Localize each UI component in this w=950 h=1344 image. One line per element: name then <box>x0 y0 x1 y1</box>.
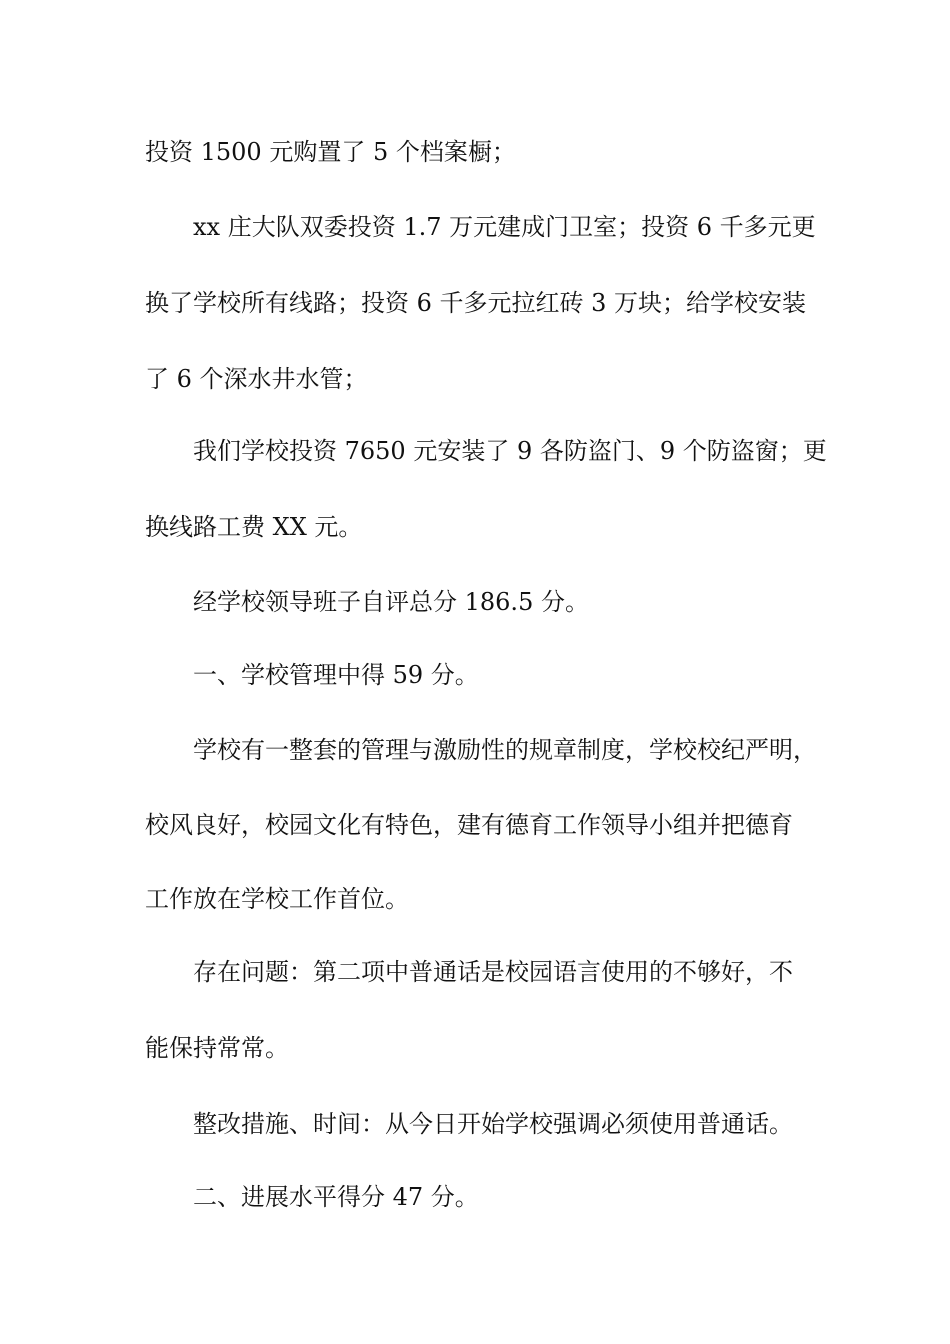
text-line: 整改措施、时间：从今日开始学校强调必须使用普通话。 <box>193 1110 793 1138</box>
text-line: 校风良好，校园文化有特色，建有德育工作领导小组并把德育 <box>145 811 793 839</box>
text-line: 存在问题：第二项中普通话是校园语言使用的不够好，不 <box>193 958 793 986</box>
text-line: 一、学校管理中得 59 分。 <box>193 661 479 689</box>
text-line: 我们学校投资 7650 元安装了 9 各防盗门、9 个防盗窗；更 <box>193 437 827 465</box>
text-line: xx 庄大队双委投资 1.7 万元建成门卫室；投资 6 千多元更 <box>193 213 816 241</box>
text-line: 投资 1500 元购置了 5 个档案橱； <box>145 138 516 166</box>
text-line: 能保持常常。 <box>145 1034 289 1062</box>
text-line: 经学校领导班子自评总分 186.5 分。 <box>193 588 589 616</box>
text-line: 了 6 个深水井水管； <box>145 365 368 393</box>
text-line: 工作放在学校工作首位。 <box>145 885 409 913</box>
text-line: 换了学校所有线路；投资 6 千多元拉红砖 3 万块；给学校安装 <box>145 289 807 317</box>
text-line: 二、进展水平得分 47 分。 <box>193 1183 479 1211</box>
text-line: 学校有一整套的管理与激励性的规章制度，学校校纪严明， <box>193 736 817 764</box>
text-line: 换线路工费 XX 元。 <box>145 513 363 541</box>
